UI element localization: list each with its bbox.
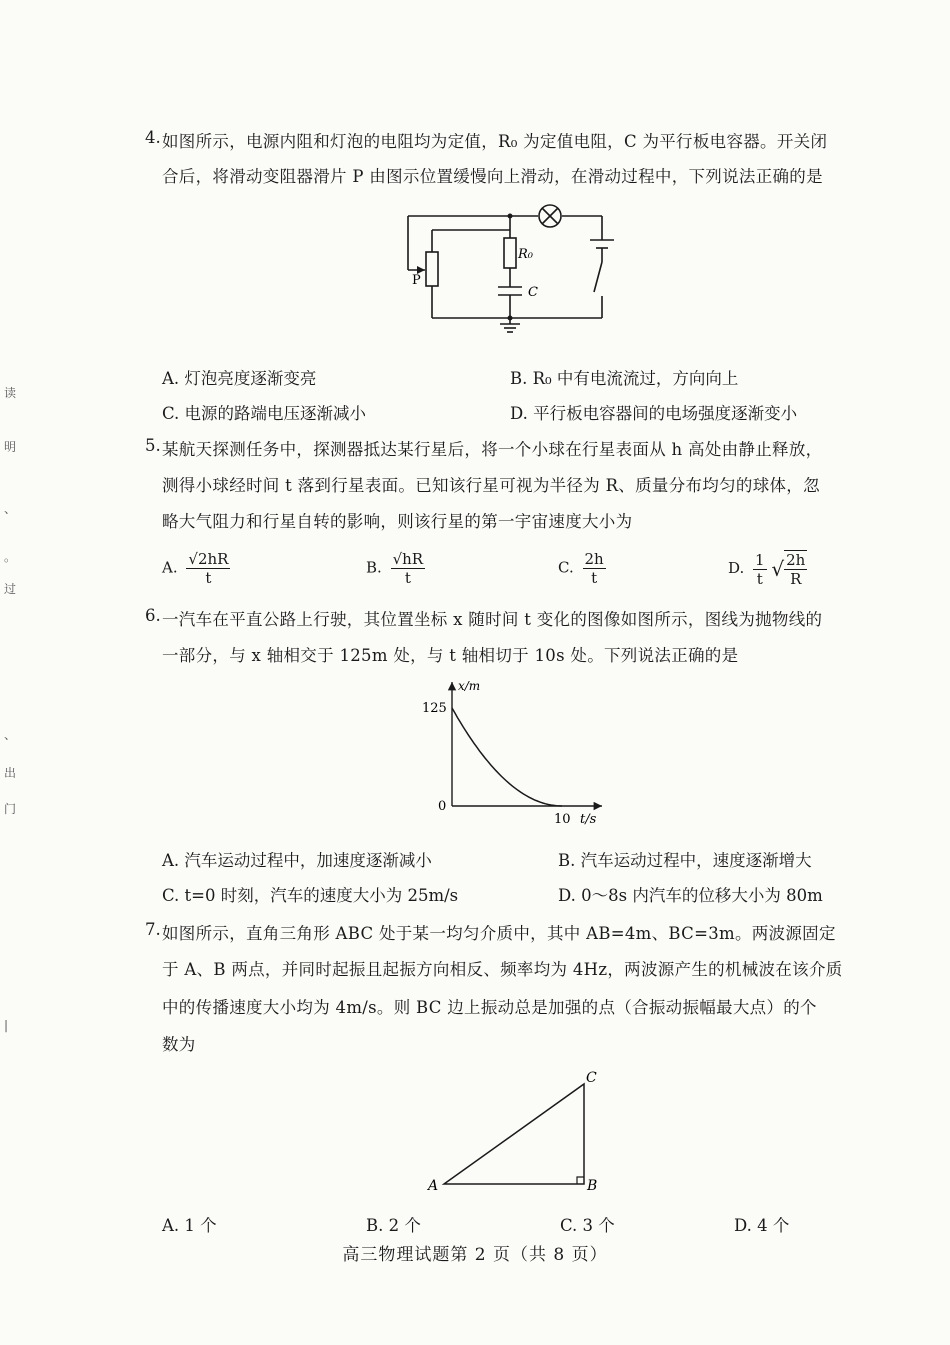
fraction	[391, 550, 426, 587]
triangle-diagram	[420, 1064, 620, 1199]
question-number: 4.	[145, 128, 161, 147]
question-text: 测得小球经时间 t 落到行星表面。已知该行星可视为半径为 R、质量分布均匀的球体，忽	[162, 476, 820, 495]
option-b[interactable]: B. 汽车运动过程中，速度逐渐增大	[558, 851, 812, 870]
option-b[interactable]: B. R₀ 中有电流流过，方向向上	[510, 369, 739, 388]
margin-mark: 、	[4, 502, 17, 516]
question-number: 5.	[145, 436, 161, 455]
label-r0: R₀	[518, 247, 533, 262]
fraction	[753, 551, 767, 588]
margin-mark: 门	[4, 802, 17, 816]
option-c[interactable]	[558, 550, 606, 587]
denominator: t	[756, 569, 763, 588]
fraction	[186, 550, 230, 587]
option-d[interactable]: D. 0～8s 内汽车的位移大小为 80m	[558, 886, 823, 905]
margin-mark: 出	[4, 766, 17, 780]
y-tick-label: 125	[422, 701, 447, 716]
margin-mark: 明	[4, 440, 17, 454]
fraction	[583, 550, 606, 587]
label-c: C	[528, 285, 538, 300]
question-number: 6.	[145, 606, 161, 625]
x-tick-label: 10	[554, 812, 571, 827]
question-text: 如图所示，直角三角形 ABC 处于某一均匀介质中，其中 AB=4m、BC=3m。两波源固定	[162, 924, 836, 943]
option-label: B.	[366, 558, 382, 577]
vertex-a-label: A	[428, 1178, 439, 1194]
option-label: C.	[558, 558, 574, 577]
option-c[interactable]: C. 3 个	[560, 1216, 615, 1235]
option-a[interactable]	[162, 550, 230, 587]
denominator: t	[205, 569, 212, 587]
option-label: D.	[728, 559, 745, 577]
denominator: R	[790, 570, 802, 588]
question-text: 一部分，与 x 轴相交于 125m 处，与 t 轴相切于 10s 处。下列说法正确的是	[162, 646, 739, 665]
numerator: √2hR	[188, 550, 229, 568]
sqrt-sign: √	[771, 557, 785, 581]
question-text: 合后，将滑动变阻器滑片 P 由图示位置缓慢向上滑动，在滑动过程中，下列说法正确的是	[162, 167, 823, 186]
question-text: 于 A、B 两点，并同时起振且起振方向相反、频率均为 4Hz，两波源产生的机械波在该介质	[162, 960, 843, 979]
denominator: t	[591, 569, 598, 587]
option-b[interactable]: B. 2 个	[366, 1216, 421, 1235]
question-text: 如图所示，电源内阻和灯泡的电阻均为定值，R₀ 为定值电阻，C 为平行板电容器。开关闭	[162, 132, 828, 151]
x-axis-label: t/s	[580, 812, 597, 827]
option-d[interactable]: D. 4 个	[734, 1216, 790, 1235]
vertex-c-label: C	[586, 1070, 597, 1086]
question-text: 某航天探测任务中，探测器抵达某行星后，将一个小球在行星表面从 h 高处由静止释放，	[162, 440, 823, 459]
denominator: t	[404, 569, 411, 587]
option-c[interactable]: C. 电源的路端电压逐渐减小	[162, 404, 367, 423]
option-a[interactable]: A. 灯泡亮度逐渐变亮	[162, 369, 317, 388]
margin-mark: 。	[4, 550, 17, 564]
question-text: 一汽车在平直公路上行驶，其位置坐标 x 随时间 t 变化的图像如图所示，图线为抛物线的	[162, 610, 823, 629]
margin-mark: 过	[4, 582, 17, 596]
option-a[interactable]: A. 汽车运动过程中，加速度逐渐减小	[162, 851, 432, 870]
margin-mark: 读	[4, 386, 17, 400]
question-text: 数为	[162, 1035, 196, 1054]
option-d[interactable]: D. 平行板电容器间的电场强度逐渐变小	[510, 404, 798, 423]
numerator: 2h	[584, 550, 604, 568]
question-number: 7.	[145, 920, 161, 939]
option-a[interactable]: A. 1 个	[162, 1216, 217, 1235]
option-d[interactable]	[728, 550, 807, 588]
label-p: P	[412, 273, 421, 288]
series-line	[452, 708, 562, 806]
margin-mark: |	[4, 1018, 9, 1032]
circuit-diagram	[400, 200, 620, 330]
question-text: 中的传播速度大小均为 4m/s。则 BC 边上振动总是加强的点（合振动振幅最大点）的个	[162, 998, 817, 1017]
y-tick-label: 0	[438, 799, 447, 814]
page-footer: 高三物理试题第 2 页（共 8 页）	[342, 1245, 608, 1265]
vertex-b-label: B	[587, 1178, 598, 1194]
margin-mark: 、	[4, 728, 17, 742]
fraction	[784, 550, 807, 588]
numerator: 2h	[786, 551, 806, 569]
y-axis-label: x/m	[458, 679, 481, 693]
option-b[interactable]	[366, 550, 425, 587]
numerator: 1	[755, 550, 765, 569]
option-label: A.	[162, 558, 178, 577]
numerator: √hR	[392, 550, 424, 568]
option-c[interactable]: C. t=0 时刻，汽车的速度大小为 25m/s	[162, 886, 459, 905]
question-text: 略大气阻力和行星自转的影响，则该行星的第一宇宙速度大小为	[162, 512, 633, 531]
xt-chart	[410, 676, 610, 826]
